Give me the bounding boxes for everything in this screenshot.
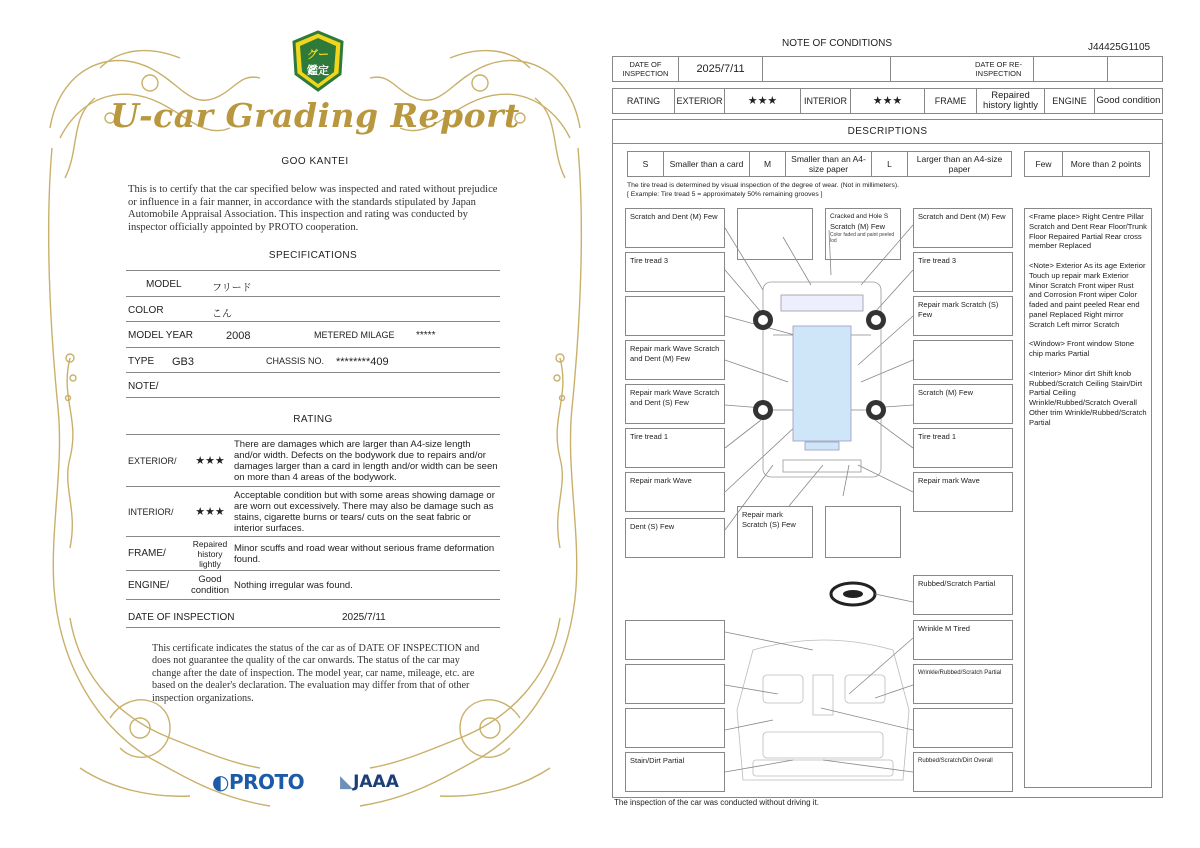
noc-interior-label: INTERIOR [801, 89, 851, 113]
interior-box-right-1: Wrinkle M Tired [913, 620, 1013, 660]
noc-engine-label: ENGINE [1045, 89, 1095, 113]
note-label: NOTE/ [128, 381, 159, 392]
car-interior-diagram [725, 632, 913, 780]
front-center-line-2: Scratch (M) Few [830, 222, 886, 231]
frame-description: Minor scuffs and road wear without serious frame deformation found. [234, 542, 495, 565]
doi-label: DATE OF INSPECTION [128, 612, 235, 623]
legend-l-desc: Larger than an A4-size paper [916, 154, 1003, 174]
chassis-value: ********409 [336, 355, 389, 368]
color-label: COLOR [128, 304, 164, 316]
notes-frame: <Frame place> Right Centre Pillar Scratch and Dent Rear Floor/Trunk Floor Repaired Partial Rear cross member Replaced [1029, 212, 1147, 251]
noc-frame-label: FRAME [925, 89, 977, 113]
badge-text-top: グー [307, 48, 329, 61]
damage-box-rear-left-2: Dent (S) Few [625, 518, 725, 558]
interior-box-right-3 [913, 708, 1013, 748]
legend-s: S [628, 152, 664, 176]
damage-box-front-left: Scratch and Dent (M) Few [625, 208, 725, 248]
certificate-title: U-car Grading Report [110, 96, 520, 135]
damage-box-front-right: Scratch and Dent (M) Few [913, 208, 1013, 248]
descriptions-heading: DESCRIPTIONS [613, 120, 1162, 144]
frame-label: FRAME/ [128, 548, 166, 559]
steering-wheel-icon [831, 583, 913, 605]
noc-reinspection-value [1034, 57, 1108, 81]
jaaa-logo-icon: ◣ [340, 772, 354, 792]
exterior-stars: ★★★ [195, 455, 225, 467]
spec-row-year [126, 321, 500, 347]
noc-footer: The inspection of the car was conducted without driving it. [614, 798, 819, 807]
legend-few: Few [1025, 152, 1063, 176]
damage-box-rear-right: Repair mark Wave [913, 472, 1013, 512]
spec-row-model [126, 270, 500, 296]
front-center-line-3: Color faded and paint peeled lod [830, 232, 895, 244]
engine-label: ENGINE/ [128, 579, 170, 591]
legend-m-desc: Smaller than an A4-size paper [786, 152, 872, 176]
goo-kantei-badge-icon [290, 30, 346, 92]
noc-reinspection-label: DATE OF RE-INSPECTION [964, 57, 1034, 81]
frame-value: Repaired history lightly [192, 538, 228, 569]
noc-rating-label: RATING [613, 89, 675, 113]
jaaa-logo-text: JAAA [353, 772, 399, 792]
noc-doi-value: 2025/7/11 [679, 57, 763, 81]
damage-box-left-1 [625, 296, 725, 336]
rating-row-engine [126, 570, 500, 600]
certificate-intro: This is to certify that the car specified below was inspected and rated without prejudice or influence in a fair manner, in accordance with the standards stipulated by Japan Automobile Appraisal Association. This inspection and rating was conducted by inspector officially appointed by PROTO cooperation. [128, 184, 498, 233]
spec-row-type [126, 347, 500, 373]
certificate-subtitle: GOO KANTEI [281, 156, 349, 167]
proto-logo-text: PROTO [228, 770, 305, 794]
type-value: GB3 [172, 355, 195, 368]
damage-box-right-2 [913, 340, 1013, 380]
interior-box-left-3 [625, 708, 725, 748]
noc-interior-stars: ★★★ [851, 89, 925, 113]
notes-box [1024, 208, 1152, 788]
noc-title: NOTE OF CONDITIONS [782, 38, 892, 49]
tire-box-rear-right: Tire tread 1 [913, 428, 1013, 468]
legend-s-desc: Smaller than a card [664, 152, 750, 176]
mileage-value: ***** [416, 330, 436, 341]
jaaa-logo [340, 772, 399, 792]
certificate-footer: This certificate indicates the status of the car as of DATE OF INSPECTION and does not guarantee the quality of the car onwards. The status of the car may change after the date of inspection. The model year, car name, mileage, etc. are based on the dealer's declaration. The evaluation may differ from that of other inspection organizations. [152, 643, 480, 704]
interior-box-left-4: Stain/Dirt Partial [625, 752, 725, 792]
notes-window: <Window> Front window Stone chip marks Partial [1029, 339, 1135, 359]
noc-engine-value: Good condition [1096, 95, 1161, 106]
model-label: MODEL [146, 279, 182, 290]
exterior-label: EXTERIOR/ [128, 455, 177, 466]
engine-description: Nothing irregular was found. [234, 579, 353, 591]
interior-label: INTERIOR/ [128, 506, 174, 517]
interior-description: Acceptable condition but with some areas showing damage or are worn out excessively. There may also be damage such as stains, cigarette burns or tears/ cuts on the seat fabric or interior surfaces. [234, 489, 495, 534]
damage-box-rear-center-left: Repair mark Scratch (S) Few [737, 506, 813, 558]
legend-l: L [872, 152, 908, 176]
exterior-description: There are damages which are larger than A4-size length and/or width. Defects on the bodywork due to repairs and/or damages larger than a card in length and/or width can be seen on more than 4 areas of the bodywork. [234, 438, 498, 483]
rating-heading: RATING [293, 414, 333, 425]
front-center-line-1: Cracked and Hole S [830, 213, 889, 220]
noc-exterior-label: EXTERIOR [675, 89, 725, 113]
rating-row-exterior [126, 434, 500, 486]
tire-note-line-2: [ Example: Tire tread 5 = approximately 50% remaining grooves ] [627, 191, 823, 198]
certificate-date-of-inspection [126, 604, 500, 628]
interior-box-steering: Rubbed/Scratch Partial [913, 575, 1013, 615]
noc-doi-label: DATE OF INSPECTION [613, 57, 679, 81]
color-value: こん [212, 308, 232, 320]
rating-table [126, 434, 500, 600]
doi-value: 2025/7/11 [342, 612, 386, 623]
logos [212, 768, 412, 798]
tire-note-line-1: The tire tread is determined by visual inspection of the degree of wear. (Not in millimeters). [627, 182, 899, 189]
spec-row-color [126, 296, 500, 322]
model-year-value: 2008 [226, 330, 251, 342]
damage-box-front-center-left [737, 208, 813, 260]
damage-box-front-center [825, 208, 901, 260]
noc-rating-table [612, 88, 1163, 114]
specifications-table [126, 270, 500, 398]
specifications-heading: SPECIFICATIONS [268, 250, 358, 261]
legend-m: M [750, 152, 786, 176]
noc-id: J44425G1105 [1088, 42, 1151, 53]
interior-box-left-2 [625, 664, 725, 704]
damage-box-left-3: Repair mark Wave Scratch and Dent (S) Few [625, 384, 725, 424]
chassis-label: CHASSIS NO. [266, 355, 325, 366]
notes-interior: <Interior> Minor dirt Shift knob Rubbed/Scratch Ceiling Stain/Dirt Partial Ceiling Wrinkle/Rubbed/Scratch Overall Other trim Wrinkle/Rubbed/Scratch Partial [1029, 368, 1147, 427]
tire-box-front-right: Tire tread 3 [913, 252, 1013, 292]
descriptions-panel [612, 119, 1163, 798]
interior-box-right-2: Wrinkle/Rubbed/Scratch Partial [913, 664, 1013, 704]
type-label: TYPE [128, 355, 155, 367]
damage-box-rear-left: Repair mark Wave [625, 472, 725, 512]
badge-text-bottom: 鑑定 [307, 64, 329, 77]
tire-box-front-left: Tire tread 3 [625, 252, 725, 292]
rating-row-interior [126, 486, 500, 536]
model-value: フリード [212, 283, 252, 294]
legend-few-desc: More than 2 points [1070, 159, 1142, 169]
damage-box-left-2: Repair mark Wave Scratch and Dent (M) Few [625, 340, 725, 380]
interior-stars: ★★★ [195, 506, 225, 518]
notes-general: <Note> Exterior As its age Exterior Touch up repair mark Exterior Minor Scratch Front wiper Rust and Corrosion Front wiper Color faded and paint peeled Rear end panel Replaced Right mirror Scratch Left mirror Scratch [1029, 260, 1146, 329]
mileage-label: METERED MILAGE [314, 330, 395, 340]
noc-dates-table [612, 56, 1163, 82]
interior-box-left-1 [625, 620, 725, 660]
tire-box-rear-left: Tire tread 1 [625, 428, 725, 468]
noc-exterior-stars: ★★★ [725, 89, 801, 113]
interior-box-right-4: Rubbed/Scratch/Dirt Overall [913, 752, 1013, 792]
noc-frame-value: Repaired history lightly [977, 89, 1045, 113]
model-year-label: MODEL YEAR [128, 330, 194, 341]
proto-logo [212, 770, 304, 794]
damage-box-rear-center [825, 506, 901, 558]
rating-row-frame [126, 536, 500, 570]
proto-logo-icon: ◐ [212, 770, 229, 794]
damage-box-right-1: Repair mark Scratch (S) Few [913, 296, 1013, 336]
spec-row-note [126, 372, 500, 398]
grading-certificate [40, 28, 590, 818]
damage-box-right-3: Scratch (M) Few [913, 384, 1013, 424]
engine-value: Good condition [190, 574, 230, 596]
